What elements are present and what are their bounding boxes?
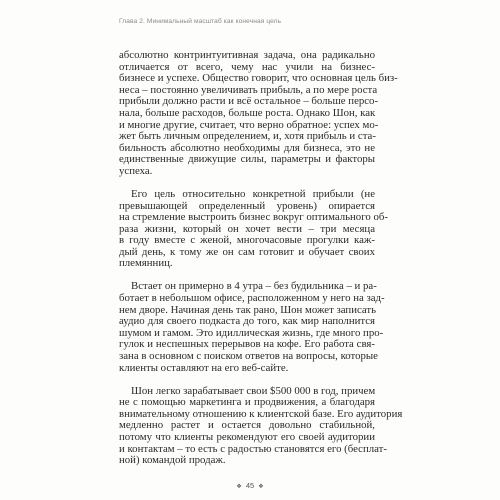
text-line: Встает он примерно в 4 утра – без будильника – и ра- [131,280,377,293]
paragraph [119,384,403,467]
text-line: абсолютно контринтуитивная задача, она радикально [119,49,375,61]
text-line: не с помощью маркетинга и продвижения, а благодаря [119,396,375,409]
text-line: аудио для своего подкаста до того, как мир наполнится [119,315,375,328]
text-line: в году вместе с женой, многочасовые прогулки каж- [119,234,375,247]
text-line: и многие другие, считает, что верно обратное: успех мо- [119,118,379,131]
page-folio [0,481,500,490]
text-line: шумом и гамом. Это идиллическая жизнь, где много про- [119,326,384,339]
text-line: нала, больше расходов, больше роста. Однако Шон, как [119,106,376,119]
paragraph [119,49,398,178]
text-line: ной) командой продаж. [119,454,226,467]
body-text [119,49,403,467]
text-line: Его цель относительно конкретной прибыли (не [131,187,375,200]
text-line: единственные движущие силы, параметры и факторы [119,153,375,166]
text-line: бильность абсолютно необходимы для бизнеса, это не [119,141,375,154]
text-line: ботает в небольшом офисе, расположенном у него на зад- [119,292,385,305]
text-line: потому что клиенты рекомендуют его своей аудитории [119,430,375,443]
paragraph [119,187,388,270]
text-line: нем дворе. Начиная день так рано, Шон может записать [119,303,377,316]
text-line: гулок и неспешных перерывов на кофе. Его работа свя- [119,338,375,351]
text-line: племянниц. [119,257,173,270]
ornament-left-icon: ❖ [236,484,242,490]
page-number: 45 [245,481,255,490]
text-line: зана в основном с поиском ответов на вопросы, которые [119,350,378,363]
text-line: медленно растет и остается довольно стабильной, [119,419,375,432]
text-line: успеха. [119,164,153,177]
text-line: жет быть личным определением, и, хотя прибыль и ста- [119,130,376,143]
text-line: внимательному отношению к клиентской базе. Его аудитория [119,407,403,420]
text-line: и контактам – то есть с радостью становятся его (бесплат- [119,442,387,455]
text-line: неса – постоянно увеличивать прибыль, а по мере роста [119,83,378,96]
text-line: раза жизни, который он хочет вести – три месяца [119,222,375,235]
text-line: бизнесе и успехе. Общество говорит, что основная цель биз- [119,72,398,85]
text-line: превышающей определенный уровень) опирается [119,199,375,212]
text-line: отличается от всего, чему нас учили на бизнес- [119,60,375,73]
ornament-right-icon: ❖ [258,484,264,490]
paragraph [119,280,385,374]
text-line: Шон легко зарабатывает свои $500 000 в год, причем [131,384,376,397]
running-head: Глава 2. Минимальный масштаб как конечная цель [119,18,282,25]
text-line: прибыли должно расти и всё остальное – больше персо- [119,95,379,108]
text-line: на стремление выстроить бизнес вокруг оптимального об- [119,211,388,224]
text-line: клиенты оставляют на его веб-сайте. [119,361,289,374]
text-line: дый день, к тому же он сам готовит и обучает своих [119,245,375,258]
